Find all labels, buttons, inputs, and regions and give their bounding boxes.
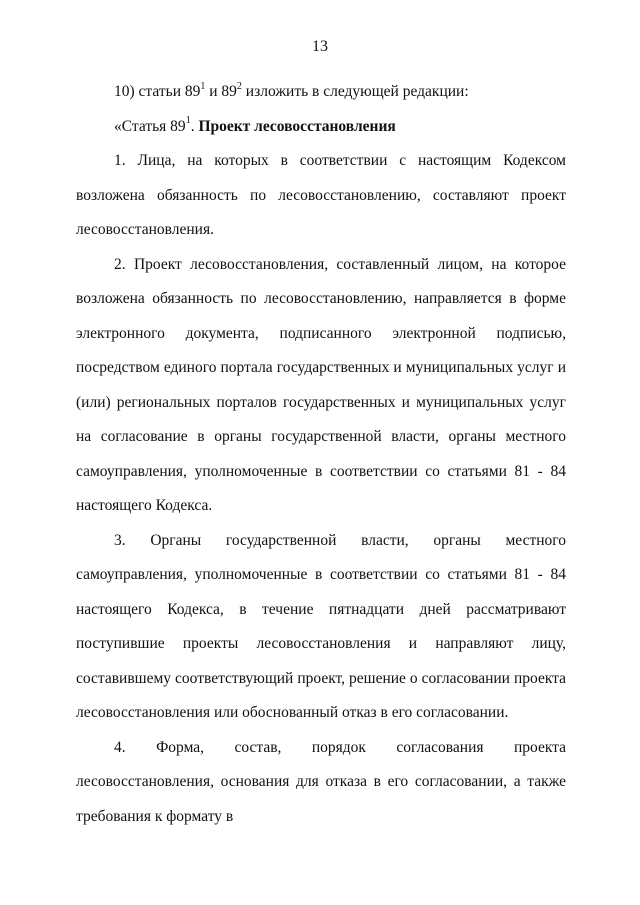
article-heading-prefix: «Статья 89 — [114, 117, 186, 135]
amendment-item-10 — [76, 75, 566, 110]
article-heading-sup: 1 — [185, 115, 191, 127]
item-10-middle: и 89 — [205, 83, 237, 100]
article-paragraph-3: 3. Органы государственной власти, органы местного самоуправления, уполномоченные в соответствии со статьями 81 - 84 настоящего Кодекса, в течение пятнадцати дней рассматривают поступившие проекты лесовосстановления и направляют лицу, составившему соответствующий проект, решение о согласовании проекта лесовосстановления или обоснованный отказ в его согласовании. — [76, 531, 566, 721]
article-paragraph-1: 1. Лица, на которых в соответствии с настоящим Кодексом возложена обязанность по лесовосстановлению, составляют проект лесовосстановления. — [76, 152, 566, 238]
document-body — [76, 75, 566, 834]
article-heading — [76, 110, 566, 145]
item-10-suffix: изложить в следующей редакции: — [241, 83, 469, 100]
item-10-sup-2: 2 — [236, 80, 242, 92]
article-heading-dot: . — [190, 117, 199, 135]
article-title: Проект лесовосстановления — [198, 117, 396, 135]
page-number: 13 — [312, 38, 328, 55]
article-paragraph-2: 2. Проект лесовосстановления, составленный лицом, на которое возложена обязанность по лесовосстановлению, направляется в форме электронного документа, подписанного электронной подписью, посредством единого портала государственных и муниципальных услуг и (или) региональных порталов государственных и муниципальных услуг на согласование в органы государственной власти, органы местного самоуправления, уполномоченные в соответствии со статьями 81 - 84 настоящего Кодекса. — [76, 255, 566, 514]
item-10-sup-1: 1 — [200, 80, 206, 92]
article-paragraph-4: 4. Форма, состав, порядок согласования проекта лесовосстановления, основания для отказа в его согласовании, а также требования к формату в — [76, 738, 566, 825]
item-10-prefix: 10) статьи 89 — [114, 83, 201, 100]
